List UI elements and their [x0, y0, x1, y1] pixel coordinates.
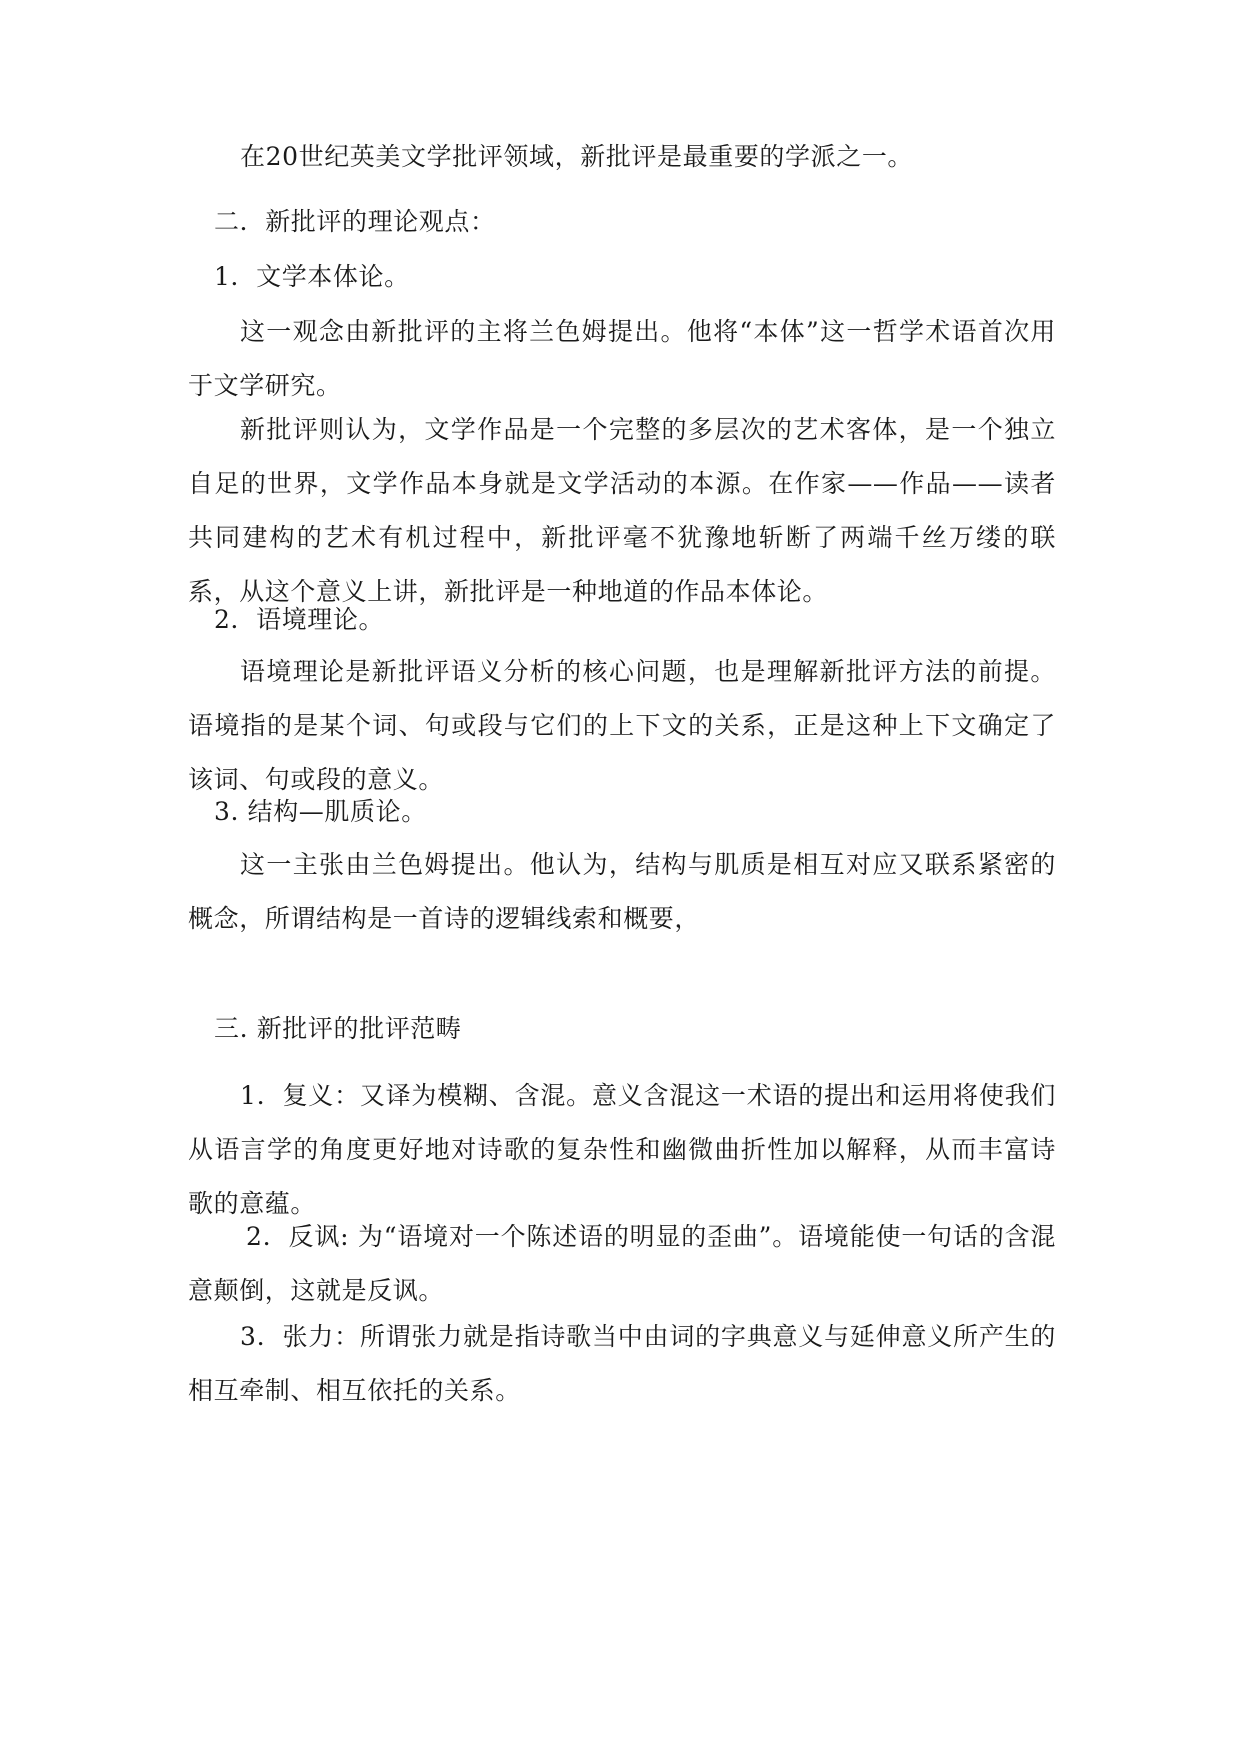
section3-item3: 3．张力：所谓张力就是指诗歌当中由词的字典意义与延伸意义所产生的相互牵制、相互依托的关系。	[188, 1322, 1056, 1405]
item1-heading: 1．文学本体论。	[214, 262, 410, 291]
section3-heading: 三. 新批评的批评范畴	[214, 1014, 462, 1043]
intro-line: 在20世纪英美文学批评领域，新批评是最重要的学派之一。	[240, 142, 914, 171]
item2-heading: 2．语境理论。	[214, 605, 385, 634]
item2-paragraph: 语境理论是新批评语义分析的核心问题，也是理解新批评方法的前提。语境指的是某个词、句或段与它们的上下文的关系，正是这种上下文确定了该词、句或段的意义。	[188, 657, 1056, 794]
section2-heading: 二．新批评的理论观点：	[214, 207, 496, 236]
item3-paragraph: 这一主张由兰色姆提出。他认为，结构与肌质是相互对应又联系紧密的概念，所谓结构是一首诗的逻辑线索和概要，	[188, 850, 1056, 933]
section3-item1: 1．复义：又译为模糊、含混。意义含混这一术语的提出和运用将使我们从语言学的角度更好地对诗歌的复杂性和幽微曲折性加以解释，从而丰富诗歌的意蕴。	[188, 1081, 1056, 1218]
section3-item2: 2．反讽: 为“语境对一个陈述语的明显的歪曲”。语境能使一句话的含混意颠倒，这就是反讽。	[188, 1222, 1056, 1305]
item1-paragraph-1: 这一观念由新批评的主将兰色姆提出。他将“本体”这一哲学术语首次用于文学研究。	[188, 317, 1056, 400]
item1-paragraph-2: 新批评则认为，文学作品是一个完整的多层次的艺术客体，是一个独立自足的世界，文学作品本身就是文学活动的本源。在作家——作品——读者共同建构的艺术有机过程中，新批评毫不犹豫地斩断了两端千丝万缕的联系，从这个意义上讲，新批评是一种地道的作品本体论。	[188, 415, 1056, 606]
item3-heading: 3. 结构—肌质论。	[214, 797, 427, 826]
